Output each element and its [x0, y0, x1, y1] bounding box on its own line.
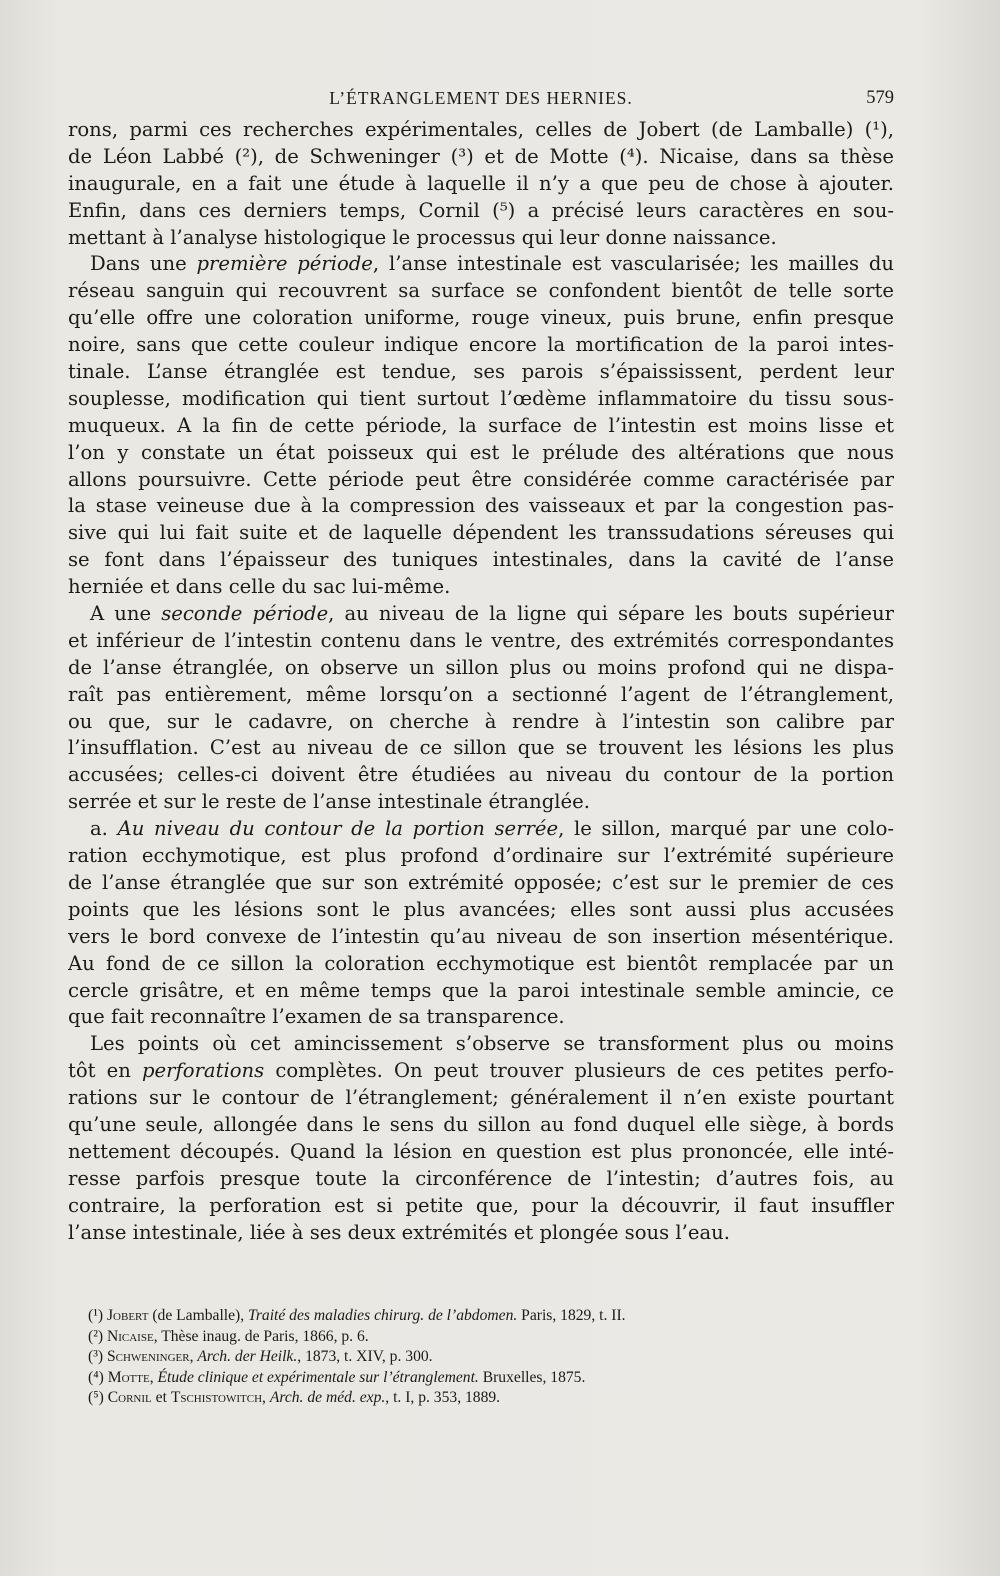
italic-text: seconde période — [161, 602, 329, 626]
text-segment: de Léon Labbé (²), de Schweninger (³) et de Motte (⁴). Nicaise, dans sa thèse — [68, 144, 894, 168]
text-segment: l’insufflation. C’est au niveau de ce sillon que se trouvent les lésions les plus — [68, 736, 894, 760]
text-line — [68, 1031, 894, 1058]
text-line — [68, 1112, 894, 1139]
text-line — [68, 386, 894, 413]
text-line — [68, 843, 894, 870]
text-segment: noire, sans que cette couleur indique encore la mortification de la paroi intes- — [68, 333, 894, 357]
author-name: Schweninger — [106, 1348, 190, 1365]
text-segment: contraire, la perforation est si petite que, pour la découvrir, il faut insuffler — [68, 1193, 894, 1217]
footnote-text: (⁴) — [88, 1368, 108, 1386]
text-segment: l’on y constate un état poisseux qui est le prélude des altérations que nous — [68, 440, 894, 464]
text-line — [68, 413, 894, 440]
text-line — [68, 1166, 894, 1193]
text-segment: qu’elle offre une coloration uniforme, rouge vineux, puis brune, enfin presque — [68, 306, 894, 330]
text-line — [68, 951, 894, 978]
author-name: Tschistowitch — [170, 1389, 263, 1406]
running-title: L’ÉTRANGLEMENT DES HERNIES. — [329, 88, 633, 108]
text-line — [68, 520, 894, 547]
text-line — [68, 117, 894, 144]
text-segment: souplesse, modification qui tient surtout l’œdème inflammatoire du tissu sous- — [68, 386, 894, 410]
text-line — [68, 924, 894, 951]
footnote-text: , 1873, t. XIV, p. 300. — [297, 1348, 433, 1365]
text-segment: l’anse intestinale, liée à ses deux extrémités et plongée sous l’eau. — [68, 1220, 731, 1244]
author-name: Nicaise — [106, 1327, 154, 1345]
text-line — [68, 574, 894, 601]
text-line — [68, 332, 894, 359]
footnote-2 — [88, 1327, 858, 1348]
text-segment: nettement découpés. Quand la lésion en question est plus prononcée, elle inté- — [68, 1139, 894, 1163]
text-line — [68, 1085, 894, 1112]
text-segment: , au niveau de la ligne qui sépare les bouts supérieur — [328, 602, 894, 626]
body-text — [68, 117, 894, 1246]
footnote-text: , — [189, 1348, 198, 1365]
text-segment: tôt en — [68, 1059, 143, 1083]
footnote-text: , — [262, 1389, 270, 1406]
page-number: 579 — [866, 88, 894, 108]
text-segment: ou que, sur le cadavre, on cherche à rendre à l’intestin son calibre par — [68, 709, 894, 733]
footnote-4 — [88, 1368, 858, 1389]
author-name: Jobert — [106, 1307, 149, 1324]
text-line — [68, 601, 894, 628]
footnote-text: , — [149, 1368, 158, 1386]
text-line — [68, 682, 894, 709]
text-segment: tinale. L’anse étranglée est tendue, ses parois s’épaississent, perdent leur — [68, 360, 894, 384]
text-segment: Au fond de ce sillon la coloration ecchymotique est bientôt remplacée par un — [68, 951, 894, 975]
text-line — [68, 305, 894, 332]
text-line — [68, 735, 894, 762]
text-line — [68, 144, 894, 171]
text-line — [68, 897, 894, 924]
italic-text: première période — [196, 252, 373, 276]
text-segment: cercle grisâtre, et en même temps que la paroi intestinale semble amincie, ce — [68, 978, 894, 1002]
text-line — [68, 1004, 894, 1031]
footnote-text: (¹) — [88, 1307, 107, 1324]
text-segment: A une — [90, 602, 162, 626]
text-line — [68, 628, 894, 655]
text-segment: raît pas entièrement, même lorsqu’on a sectionné l’agent de l’étranglement, — [68, 682, 894, 706]
text-line — [68, 1058, 894, 1085]
text-segment: ration ecchymotique, est plus profond d’ordinaire sur l’extrémité supérieure — [68, 844, 894, 868]
text-segment: sive qui lui fait suite et de laquelle dépendent les transsudations séreuses qui — [68, 521, 894, 545]
text-line — [68, 762, 894, 789]
author-name: Cornil — [107, 1389, 152, 1406]
footnote-text: (²) — [88, 1327, 107, 1345]
text-segment: allons poursuivre. Cette période peut être considérée comme caractérisée par — [68, 467, 894, 491]
text-line — [68, 225, 894, 252]
text-segment: complètes. On peut trouver plusieurs de ces petites perfo- — [264, 1059, 894, 1083]
citation-title: Traité des maladies chirurg. de l’abdomen. — [248, 1307, 518, 1324]
text-segment: vers le bord convexe de l’intestin qu’au niveau de son insertion mésentérique. — [68, 924, 894, 948]
text-line — [68, 171, 894, 198]
text-segment: muqueux. A la fin de cette période, la surface de l’intestin est moins lisse et — [68, 413, 894, 437]
text-segment: herniée et dans celle du sac lui-même. — [68, 575, 451, 599]
text-segment: rations sur le contour de l’étranglement; généralement il n’en existe pourtant — [68, 1086, 894, 1110]
citation-title: Étude clinique et expérimentale sur l’étranglement. — [157, 1368, 479, 1386]
citation-title: Arch. der Heilk. — [197, 1348, 298, 1365]
author-name: Motte — [107, 1368, 150, 1386]
footnote-1 — [88, 1306, 858, 1327]
text-segment: réseau sanguin qui recouvrent sa surface se confondent bientôt de telle sorte — [68, 279, 894, 303]
footnotes — [88, 1306, 858, 1409]
text-line — [68, 709, 894, 736]
footnote-text: (⁵) — [88, 1389, 108, 1406]
text-line — [68, 278, 894, 305]
italic-text: perforations — [142, 1059, 265, 1083]
text-segment: se font dans l’épaisseur des tuniques intestinales, dans la cavité de l’anse — [68, 548, 894, 572]
footnote-3 — [88, 1347, 858, 1368]
text-line — [68, 198, 894, 225]
footnote-text: Paris, 1829, t. II. — [517, 1307, 626, 1324]
text-segment: , le sillon, marqué par une colo- — [558, 817, 894, 841]
italic-text: Au niveau du contour de la portion serrée — [117, 817, 559, 841]
text-segment: de l’anse étranglée que sur son extrémité opposée; c’est sur le premier de ces — [68, 870, 894, 894]
text-line — [68, 493, 894, 520]
text-segment: resse parfois presque toute la circonférence de l’intestin; d’autres fois, au — [68, 1166, 894, 1190]
footnote-text: , Thèse inaug. de Paris, 1866, p. 6. — [153, 1327, 369, 1345]
footnote-text: , t. I, p. 353, 1889. — [385, 1389, 501, 1406]
footnote-text: (³) — [88, 1348, 107, 1365]
text-line — [68, 547, 894, 574]
text-segment: Enfin, dans ces derniers temps, Cornil (⁵) a précisé leurs caractères en sou- — [68, 198, 894, 222]
text-segment: que fait reconnaître l’examen de sa transparence. — [68, 1005, 565, 1029]
text-line — [68, 1139, 894, 1166]
text-segment: rons, parmi ces recherches expérimentales, celles de Jobert (de Lamballe) (¹), — [68, 118, 894, 141]
text-line — [68, 1220, 894, 1247]
text-segment: points que les lésions sont le plus avancées; elles sont aussi plus accusées — [68, 897, 894, 921]
text-line — [68, 359, 894, 386]
text-segment: Dans une — [90, 252, 197, 276]
text-segment: et inférieur de l’intestin contenu dans le ventre, des extrémités correspondantes — [68, 628, 894, 652]
text-segment: accusées; celles-ci doivent être étudiées au niveau du contour de la portion — [68, 763, 894, 787]
text-segment: serrée et sur le reste de l’anse intestinale étranglée. — [68, 790, 590, 814]
footnote-text: (de Lamballe), — [148, 1307, 249, 1324]
text-segment: Les points où cet amincissement s’observe se transforment plus ou moins — [90, 1032, 894, 1056]
text-segment: qu’une seule, allongée dans le sens du sillon au fond duquel elle siège, à bords — [68, 1112, 894, 1136]
text-line — [68, 1193, 894, 1220]
text-segment: , l’anse intestinale est vascularisée; les mailles du — [372, 252, 894, 276]
text-segment: la stase veineuse due à la compression des vaisseaux et par la congestion pas- — [68, 494, 894, 518]
text-segment: mettant à l’analyse histologique le processus qui leur donne naissance. — [68, 225, 777, 249]
text-segment: de l’anse étranglée, on observe un sillon plus ou moins profond qui ne dispa- — [68, 655, 894, 679]
text-line — [68, 467, 894, 494]
text-line — [68, 251, 894, 278]
text-segment: a. — [90, 817, 118, 841]
citation-title: Arch. de méd. exp. — [269, 1389, 386, 1406]
text-line — [68, 816, 894, 843]
page-header — [68, 88, 894, 112]
footnote-5 — [88, 1388, 858, 1409]
text-line — [68, 870, 894, 897]
text-segment: inaugurale, en a fait une étude à laquelle il n’y a que peu de chose à ajouter. — [68, 171, 894, 195]
text-line — [68, 789, 894, 816]
footnote-text: Bruxelles, 1875. — [478, 1368, 586, 1386]
text-line — [68, 978, 894, 1005]
footnote-text: et — [151, 1389, 171, 1406]
text-line — [68, 655, 894, 682]
text-line — [68, 440, 894, 467]
